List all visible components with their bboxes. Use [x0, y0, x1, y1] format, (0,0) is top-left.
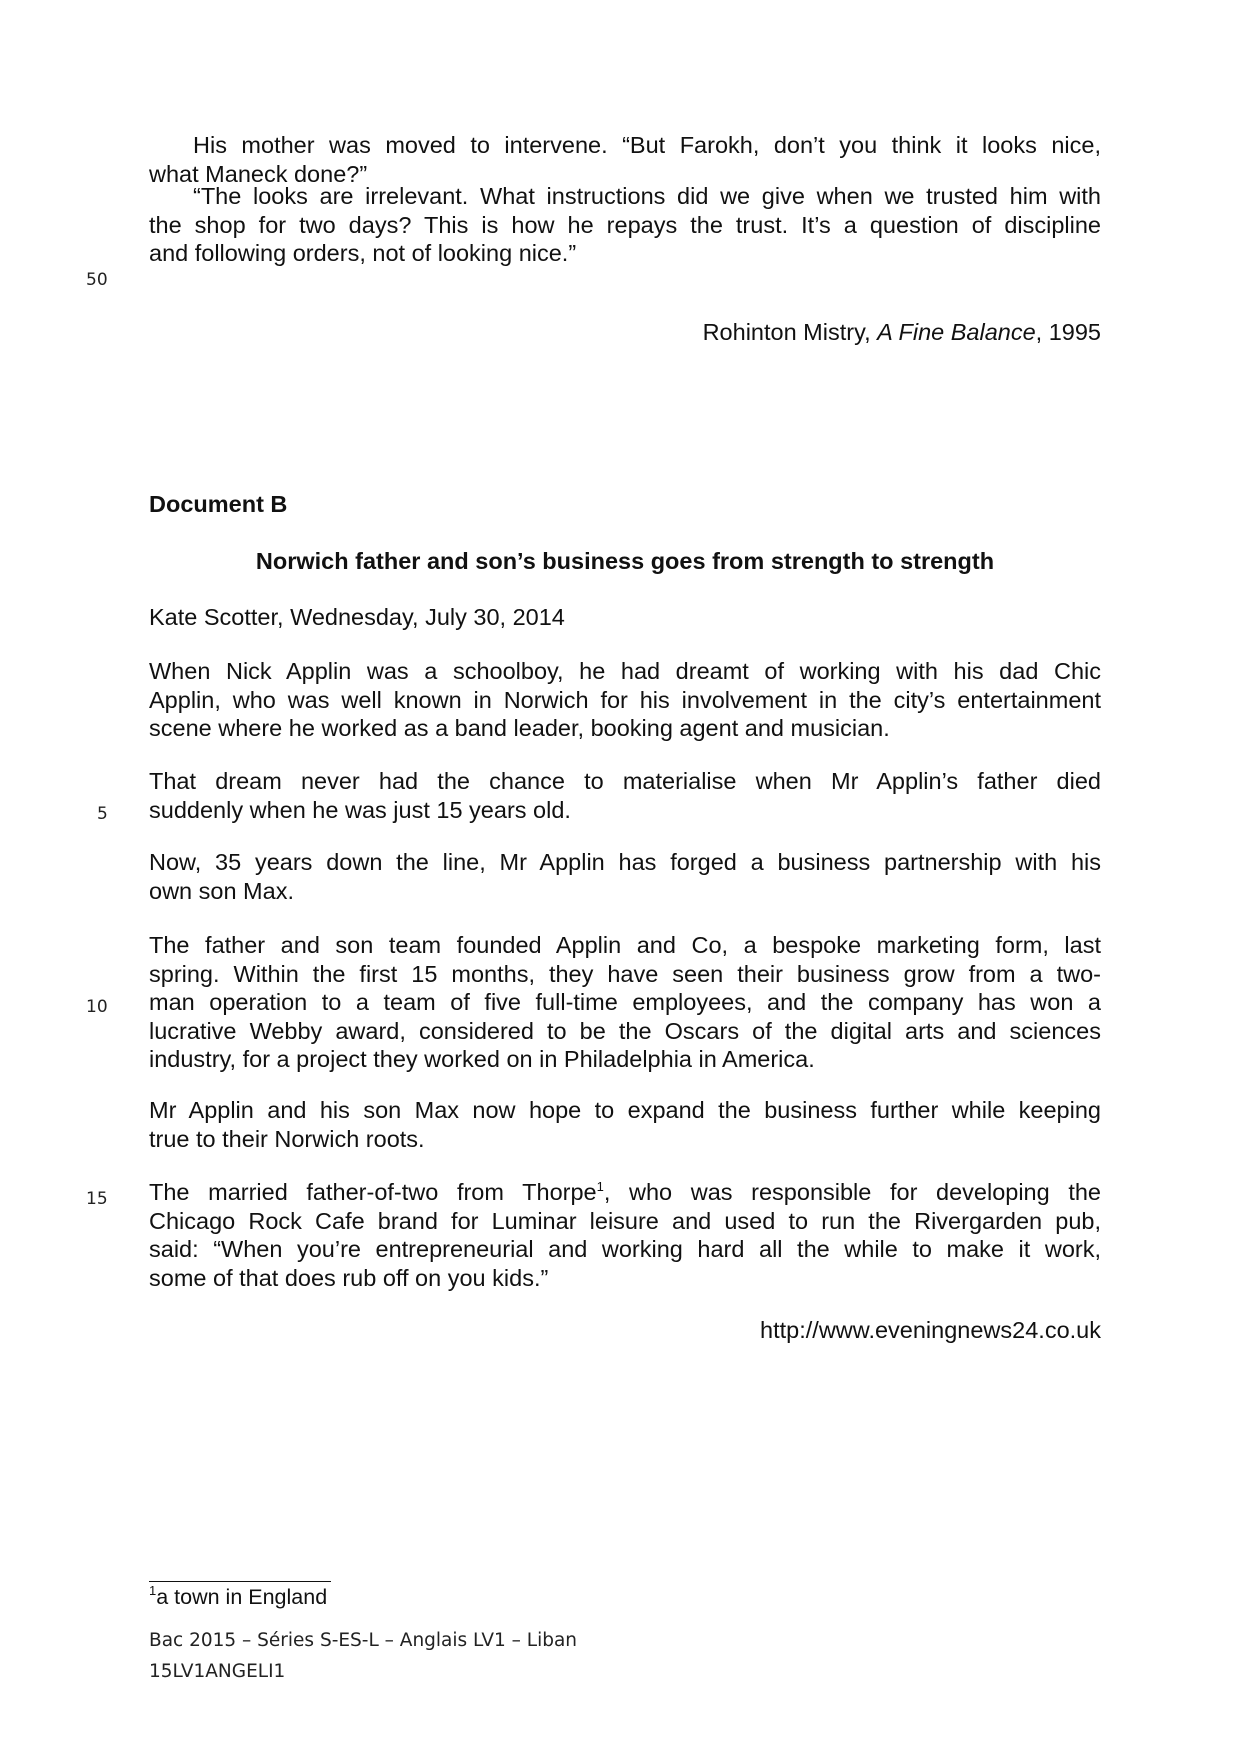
text-line: That dream never had the chance to materialise when Mr Applin’s father died	[149, 768, 1101, 794]
source-author: Rohinton Mistry,	[702, 319, 878, 345]
article-headline: Norwich father and son’s business goes from strength to strength	[255, 548, 995, 574]
text-line: His mother was moved to intervene. “But Farokh, don’t you think it looks nice,	[193, 132, 1101, 158]
text-line: The father and son team founded Applin and Co, a bespoke marketing form, last	[149, 932, 1101, 958]
text-line: Now, 35 years down the line, Mr Applin has forged a business partnership with his	[149, 849, 1101, 875]
article-paragraph-6	[149, 1178, 1101, 1292]
text-line: industry, for a project they worked on in Philadelphia in America.	[149, 1046, 815, 1072]
text-line	[149, 1178, 1101, 1207]
article-byline: Kate Scotter, Wednesday, July 30, 2014	[149, 604, 565, 630]
source-year: , 1995	[1035, 319, 1101, 345]
footnote-divider	[149, 1581, 331, 1582]
text-line: Chicago Rock Cafe brand for Luminar leisure and used to run the Rivergarden pub,	[149, 1207, 1101, 1234]
text-line: own son Max.	[149, 877, 294, 904]
footnote	[149, 1585, 327, 1610]
text-line: said: “When you’re entrepreneurial and working hard all the while to make it work,	[149, 1236, 1101, 1262]
footnote-reference: 1	[596, 1179, 604, 1194]
article-paragraph-2	[149, 767, 1101, 824]
doc-a-source	[703, 319, 1101, 346]
footnote-marker: 1	[149, 1583, 157, 1598]
article-source-url: http://www.eveningnews24.co.uk	[760, 1317, 1101, 1343]
footnote-text: a town in England	[156, 1585, 328, 1609]
text-line: scene where he worked as a band leader, booking agent and musician.	[149, 715, 890, 741]
text-line: Applin, who was well known in Norwich for his involvement in the city’s entertainment	[149, 686, 1101, 713]
article-paragraph-1	[149, 657, 1101, 743]
text-segment: , who was responsible for developing the	[603, 1179, 1101, 1205]
text-line: Mr Applin and his son Max now hope to expand the business further while keeping	[149, 1097, 1101, 1123]
text-line: and following orders, not of looking nice.”	[149, 240, 577, 266]
text-line: what Maneck done?”	[149, 160, 368, 187]
text-line: true to their Norwich roots.	[149, 1125, 425, 1152]
text-line: lucrative Webby award, considered to be the Oscars of the digital arts and sciences	[149, 1017, 1101, 1044]
line-number: 15	[86, 1189, 108, 1209]
doc-a-paragraph-1	[149, 131, 1101, 188]
text-line: When Nick Applin was a schoolboy, he had dreamt of working with his dad Chic	[149, 658, 1101, 684]
line-number: 10	[86, 997, 108, 1017]
source-title: A Fine Balance	[877, 319, 1036, 345]
text-line: spring. Within the first 15 months, they have seen their business grow from a two-	[149, 960, 1101, 987]
text-line: suddenly when he was just 15 years old.	[149, 796, 571, 823]
article-paragraph-5	[149, 1096, 1101, 1153]
text-line: the shop for two days? This is how he repays the trust. It’s a question of discipline	[149, 211, 1101, 238]
text-segment: The married father-of-two from Thorpe	[149, 1179, 597, 1205]
article-paragraph-3	[149, 848, 1101, 905]
document-label: Document B	[149, 491, 288, 517]
footer-exam-code: 15LV1ANGELI1	[149, 1661, 286, 1682]
text-line: some of that does rub off on you kids.”	[149, 1264, 549, 1291]
text-line: man operation to a team of five full-time employees, and the company has won a	[149, 989, 1101, 1015]
line-number: 5	[97, 804, 108, 824]
footer-exam-title: Bac 2015 – Séries S-ES-L – Anglais LV1 – Liban	[149, 1630, 578, 1651]
line-number: 50	[86, 270, 108, 290]
article-paragraph-4	[149, 931, 1101, 1074]
text-line: “The looks are irrelevant. What instructions did we give when we trusted him with	[193, 183, 1101, 209]
doc-a-paragraph-2	[149, 182, 1101, 268]
